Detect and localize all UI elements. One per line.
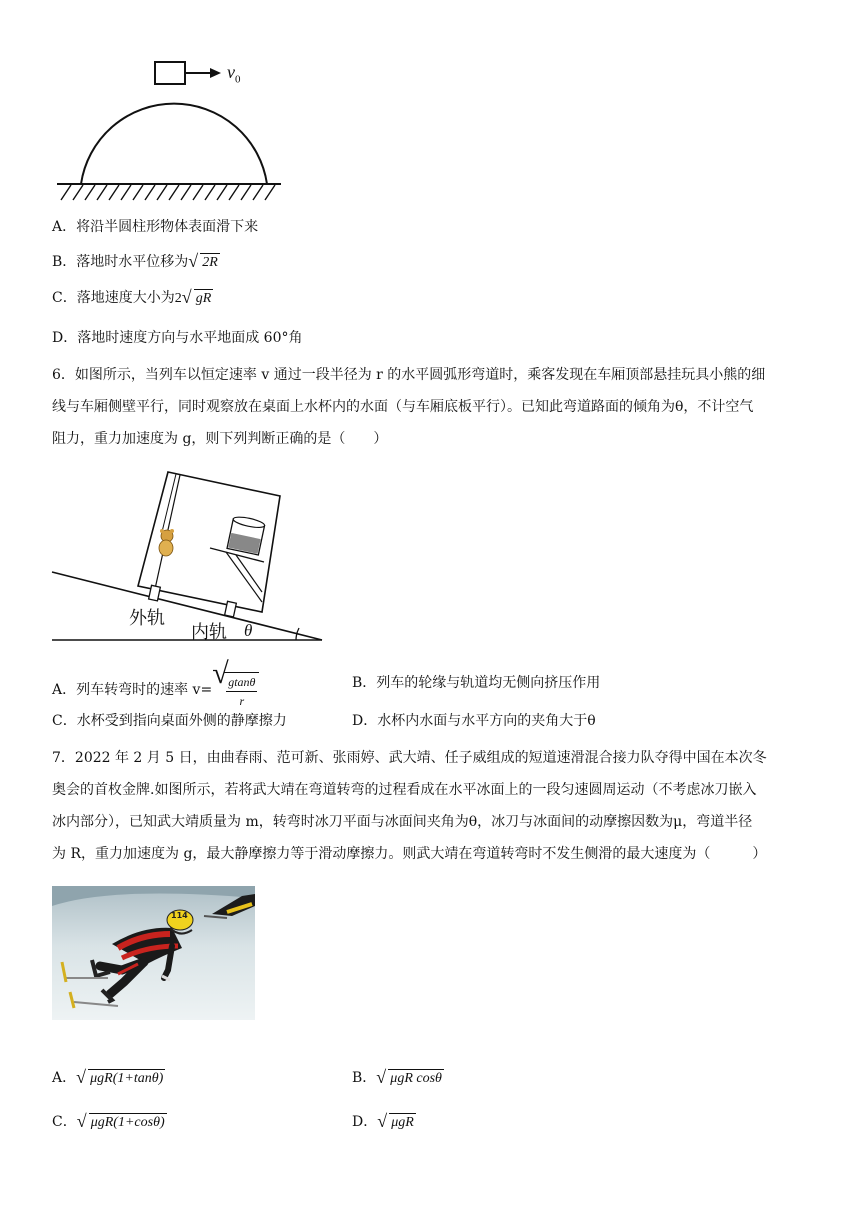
sliding-block bbox=[155, 62, 185, 84]
q5-option-d: D．落地时速度方向与水平地面成 60°角 bbox=[52, 330, 303, 346]
arrow-head-icon bbox=[210, 68, 221, 78]
helmet-number: 114 bbox=[171, 911, 188, 920]
q7-option-b: B． √ μgR cosθ bbox=[352, 1067, 442, 1087]
speed-skater-photo bbox=[52, 886, 255, 1020]
q6-option-d: D．水杯内水面与水平方向的夹角大于θ bbox=[352, 713, 596, 729]
q5-option-c: C．落地速度大小为2 √ gR bbox=[52, 287, 212, 307]
q7-option-c: C． √ μgR(1+cosθ) bbox=[52, 1111, 165, 1131]
wheel bbox=[225, 601, 237, 617]
q7-option-d: D． √ μgR bbox=[352, 1111, 414, 1131]
q5-option-b: B．落地时水平位移为 √ 2R bbox=[52, 251, 218, 271]
wheel bbox=[149, 585, 161, 601]
q6-option-c: C．水杯受到指向桌面外侧的静摩擦力 bbox=[52, 713, 287, 729]
q6-stem: 6．如图所示，当列车以恒定速率 v 通过一段半径为 r 的水平圆弧形弯道时，乘客发现在车厢顶部悬挂玩具小熊的细 线与车厢侧壁平行，同时观察放在桌面上水杯内的水面（与车厢底板平行）。已知此弯道路面的倾角为θ，不计空气 阻力，重力加速度为 g，则下列判断正确的是（ ） bbox=[52, 367, 766, 447]
outer-rail-label: 外轨 bbox=[129, 608, 165, 629]
water-cup bbox=[227, 515, 265, 555]
q7-stem: 7．2022 年 2 月 5 日，由曲春雨、范可新、张雨婷、武大靖、任子威组成的短道速滑混合接力队夺得中国在本次冬 奥会的首枚金牌.如图所示，若将武大靖在弯道转弯的过程看成在水平冰面上的一段匀速圆周运动（不考虑冰刀嵌入 冰内部分），已知武大靖质量为 m，转弯时冰刀平面与冰面间夹角为θ，冰刀与冰面间的动摩擦因数为μ，弯道半径 为 R，重力加速度为 g，最大静摩擦力等于滑动摩擦力。则武大靖在弯道转弯时不发生侧滑的最大速度为（ ） bbox=[52, 750, 767, 862]
ground-hatching bbox=[61, 185, 275, 200]
q7-option-a: A． √ μgR(1+tanθ) bbox=[52, 1067, 164, 1087]
q5-figure bbox=[55, 55, 295, 205]
q5-option-a: A．将沿半圆柱形物体表面滑下来 bbox=[52, 219, 259, 235]
q6-figure bbox=[50, 470, 330, 646]
q6-option-b: B．列车的轮缘与轨道均无侧向挤压作用 bbox=[352, 675, 601, 691]
semicircle-dome bbox=[81, 104, 267, 184]
q6-option-a: A．列车转弯时的速率 v= √ $\frac{gtan\theta}{r}$ bbox=[52, 672, 259, 710]
angle-label: θ bbox=[244, 621, 253, 640]
train-car bbox=[138, 472, 280, 617]
inner-rail-label: 内轨 bbox=[191, 622, 227, 643]
velocity-label: $v_0$ bbox=[227, 62, 241, 86]
